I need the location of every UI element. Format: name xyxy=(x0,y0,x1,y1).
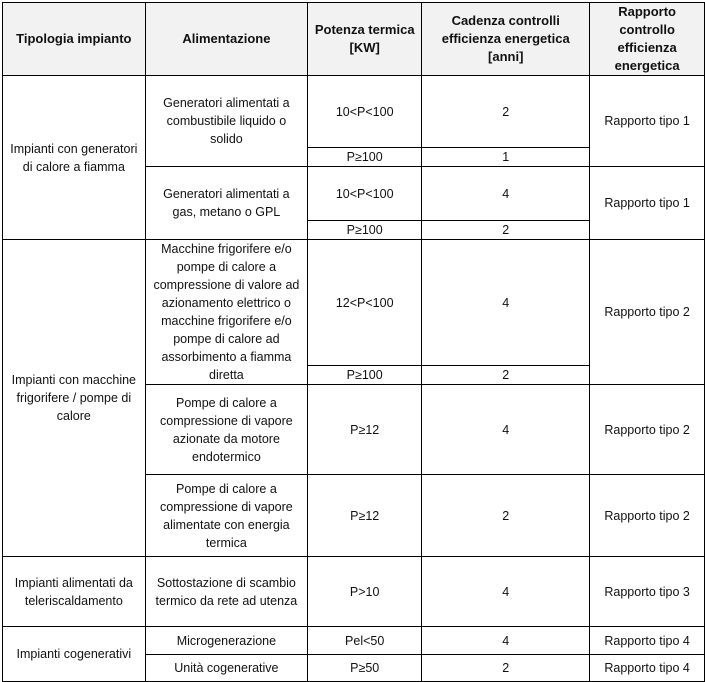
header-alimentazione: Alimentazione xyxy=(145,3,307,76)
cadenza-cell: 4 xyxy=(422,627,590,655)
category-cogenerativi: Impianti cogenerativi xyxy=(3,627,146,682)
table-row xyxy=(3,557,705,627)
rapporto-cell: Rapporto tipo 2 xyxy=(590,240,705,385)
header-potenza: Potenza termica [KW] xyxy=(308,3,422,76)
rapporto-cell: Rapporto tipo 1 xyxy=(590,167,705,240)
cadenza-cell: 2 xyxy=(422,221,590,240)
potenza-cell: 10<P<100 xyxy=(308,76,422,148)
rapporto-cell: Rapporto tipo 2 xyxy=(590,385,705,475)
alimentazione-cell: Pompe di calore a compressione di vapore azionate da motore endotermico xyxy=(145,385,307,475)
alimentazione-cell: Unità cogenerative xyxy=(145,655,307,682)
category-fiamma: Impianti con generatori di calore a fiamma xyxy=(3,76,146,240)
rapporto-cell: Rapporto tipo 2 xyxy=(590,475,705,557)
alimentazione-cell: Generatori alimentati a combustibile liquido o solido xyxy=(145,76,307,167)
alimentazione-cell: Generatori alimentati a gas, metano o GPL xyxy=(145,167,307,240)
table-row xyxy=(3,240,705,366)
header-row xyxy=(3,3,705,76)
potenza-cell: Pel<50 xyxy=(308,627,422,655)
potenza-cell: 12<P<100 xyxy=(308,240,422,366)
efficiency-control-table xyxy=(2,2,705,682)
rapporto-cell: Rapporto tipo 4 xyxy=(590,655,705,682)
cadenza-cell: 4 xyxy=(422,557,590,627)
header-tipologia: Tipologia impianto xyxy=(3,3,146,76)
category-teleriscaldamento: Impianti alimentati da teleriscaldamento xyxy=(3,557,146,627)
potenza-cell: P≥100 xyxy=(308,366,422,385)
cadenza-cell: 1 xyxy=(422,148,590,167)
rapporto-cell: Rapporto tipo 3 xyxy=(590,557,705,627)
alimentazione-cell: Microgenerazione xyxy=(145,627,307,655)
alimentazione-cell: Pompe di calore a compressione di vapore alimentate con energia termica xyxy=(145,475,307,557)
cadenza-cell: 2 xyxy=(422,76,590,148)
table-row xyxy=(3,76,705,148)
cadenza-cell: 2 xyxy=(422,475,590,557)
potenza-cell: P>10 xyxy=(308,557,422,627)
header-rapporto: Rapporto controllo efficienza energetica xyxy=(590,3,705,76)
rapporto-cell: Rapporto tipo 1 xyxy=(590,76,705,167)
alimentazione-cell: Sottostazione di scambio termico da rete ad utenza xyxy=(145,557,307,627)
category-frigo: Impianti con macchine frigorifere / pompe di calore xyxy=(3,240,146,557)
header-cadenza: Cadenza controlli efficienza energetica [anni] xyxy=(422,3,590,76)
cadenza-cell: 4 xyxy=(422,385,590,475)
table-row xyxy=(3,627,705,655)
cadenza-cell: 2 xyxy=(422,655,590,682)
potenza-cell: 10<P<100 xyxy=(308,167,422,221)
cadenza-cell: 2 xyxy=(422,366,590,385)
alimentazione-cell: Macchine frigorifere e/o pompe di calore a compressione di valore ad azionamento elettrico o macchine frigorifere e/o pompe di calore ad assorbimento a fiamma diretta xyxy=(145,240,307,385)
rapporto-cell: Rapporto tipo 4 xyxy=(590,627,705,655)
potenza-cell: P≥100 xyxy=(308,221,422,240)
potenza-cell: P≥12 xyxy=(308,475,422,557)
potenza-cell: P≥50 xyxy=(308,655,422,682)
potenza-cell: P≥12 xyxy=(308,385,422,475)
cadenza-cell: 4 xyxy=(422,240,590,366)
potenza-cell: P≥100 xyxy=(308,148,422,167)
cadenza-cell: 4 xyxy=(422,167,590,221)
